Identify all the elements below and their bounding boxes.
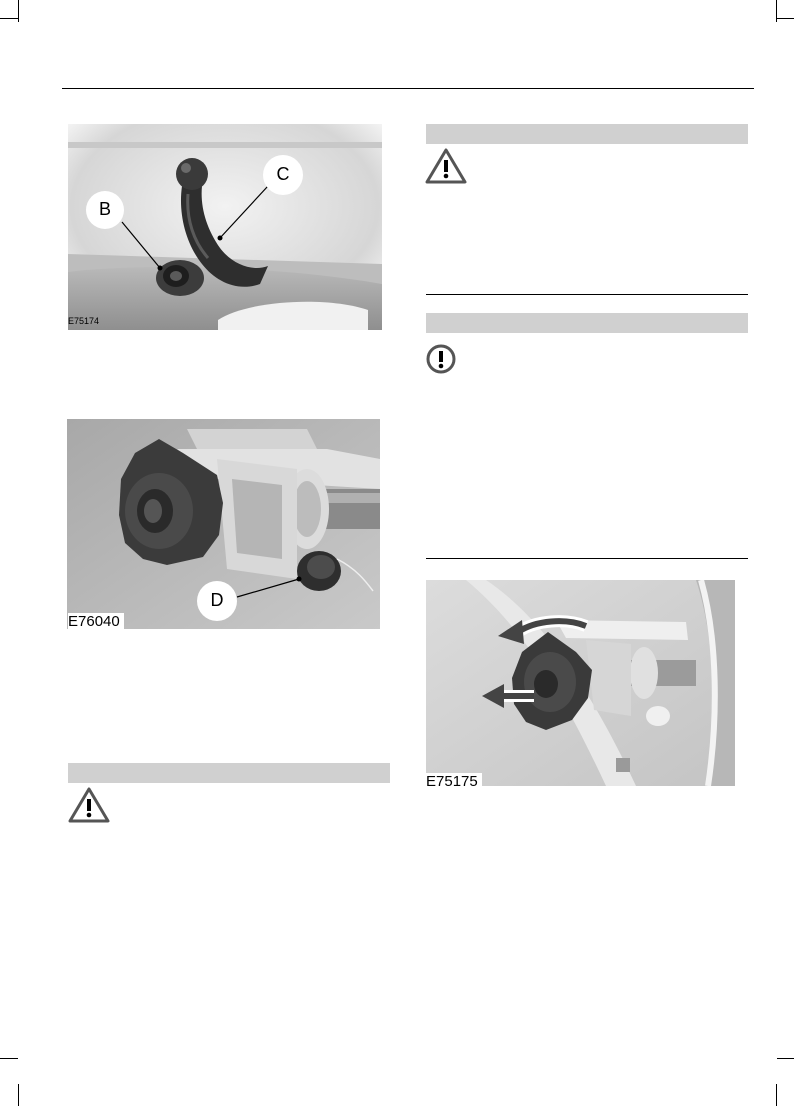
section-end-rule bbox=[426, 294, 748, 295]
callout-label-c: C bbox=[276, 164, 290, 184]
caution-circle-icon bbox=[425, 343, 457, 380]
figure-code-e76040: E76040 bbox=[68, 613, 124, 630]
crop-mark-top-left bbox=[18, 0, 19, 22]
warning-triangle-icon bbox=[425, 148, 467, 189]
crop-mark-top-left-h bbox=[0, 18, 18, 19]
figure-code-e75174: E75174 bbox=[68, 316, 100, 326]
crop-mark-bottom-left-h bbox=[0, 1058, 18, 1059]
figure-code-e75175: E75175 bbox=[426, 773, 482, 790]
crop-mark-bottom-right-h bbox=[777, 1058, 794, 1059]
callout-label-d: D bbox=[210, 590, 224, 610]
crop-mark-top-right-h bbox=[777, 18, 794, 19]
callout-label-b: B bbox=[98, 199, 111, 219]
warning-section-band-left bbox=[68, 763, 390, 783]
release-knob-figure bbox=[426, 580, 735, 786]
warning-triangle-icon bbox=[68, 787, 110, 828]
crop-mark-bottom-right bbox=[776, 1084, 777, 1106]
locking-knob-figure bbox=[67, 419, 380, 629]
caution-section-band bbox=[426, 313, 748, 333]
header-rule bbox=[62, 88, 754, 89]
tow-ball-figure bbox=[68, 124, 382, 330]
section-end-rule bbox=[426, 558, 748, 559]
crop-mark-bottom-left bbox=[18, 1084, 19, 1106]
warning-section-band-right bbox=[426, 124, 748, 144]
